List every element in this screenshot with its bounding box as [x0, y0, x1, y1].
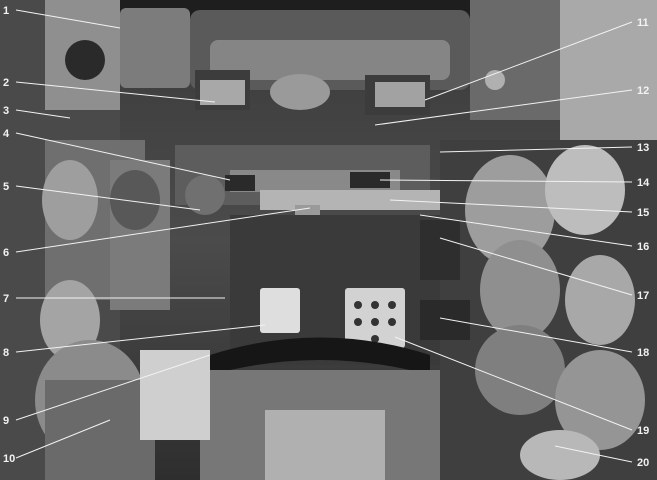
callout-11: 11 [637, 17, 649, 29]
callout-9: 9 [3, 415, 10, 427]
callout-7: 7 [3, 293, 10, 305]
callout-6: 6 [3, 247, 10, 259]
ammunition-rack [420, 140, 657, 480]
callout-3: 3 [3, 105, 10, 117]
callout-13: 13 [637, 142, 650, 154]
callout-17: 17 [637, 290, 650, 302]
callout-1: 1 [3, 5, 10, 17]
callout-20: 20 [637, 457, 650, 469]
callout-5: 5 [3, 181, 10, 193]
callout-10: 10 [3, 453, 16, 465]
callout-4: 4 [3, 128, 10, 140]
callout-14: 14 [637, 177, 650, 189]
callout-18: 18 [637, 347, 650, 359]
callout-15: 15 [637, 207, 650, 219]
callout-2: 2 [3, 77, 10, 89]
callout-19: 19 [637, 425, 650, 437]
callout-16: 16 [637, 241, 650, 253]
callout-12: 12 [637, 85, 650, 97]
callout-8: 8 [3, 347, 10, 359]
